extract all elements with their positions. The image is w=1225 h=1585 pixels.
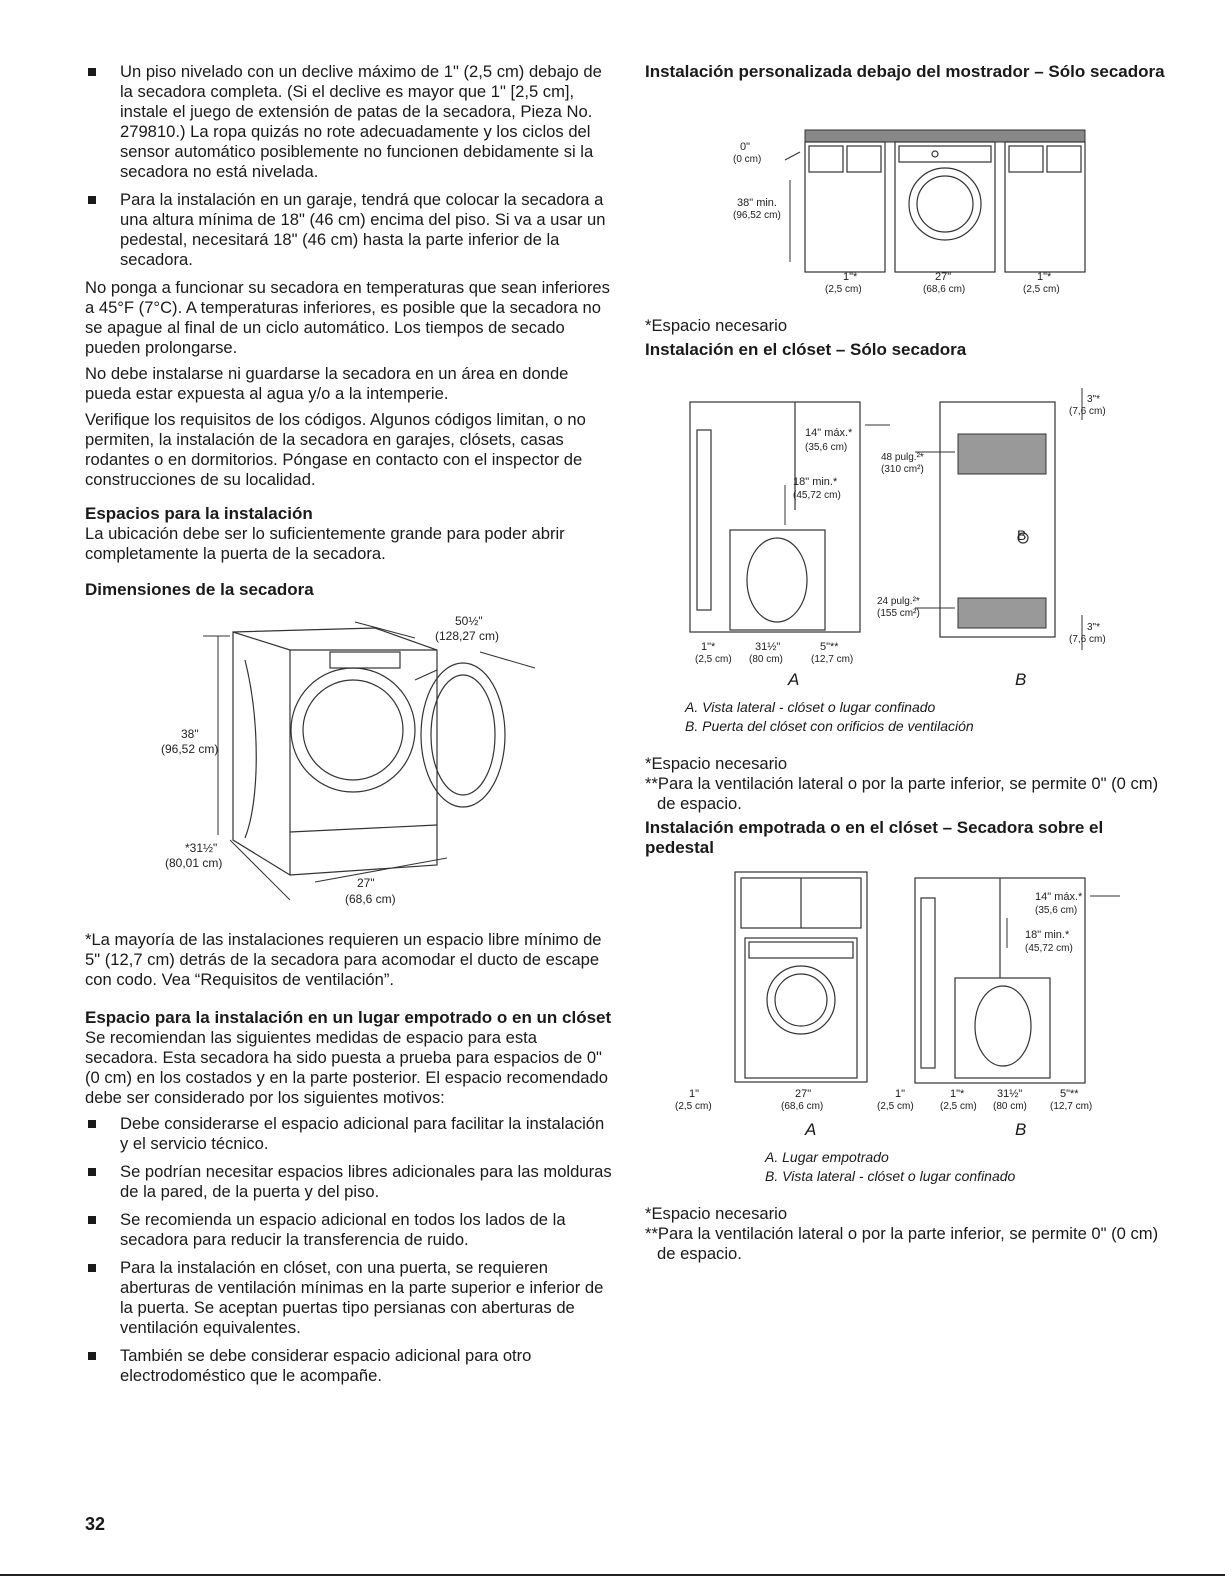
list-item: [85, 190, 613, 270]
letter-b: B: [1015, 670, 1027, 689]
gap-top-label: 3"*: [1087, 394, 1101, 405]
rear-gap-label: 5"**: [820, 641, 839, 653]
caption-closet-a: A. Vista lateral - clóset o lugar confinado: [685, 699, 936, 715]
rear-gap-cm-label: (12,7 cm): [1050, 1101, 1093, 1112]
right-gap-label: 1"*: [1037, 271, 1052, 283]
height-label: 38": [181, 727, 199, 741]
reason-bullet-list: [85, 1114, 613, 1386]
heading-empotrado: Espacio para la instalación en un lugar empotrado o en un clóset: [85, 1008, 612, 1027]
paragraph-empotrado: Se recomiendan las siguientes medidas de espacio para esta secadora. Esta secadora ha sido puesta a prueba para espacios de 0" (0 cm) en los costados y en la parte posterior. El espacio recomendado debe ser considerado por los siguientes motivos:: [85, 1028, 608, 1107]
heading-pedestal: Instalación empotrada o en el clóset – Secadora sobre el pedestal: [645, 818, 1104, 857]
list-item-text: Se recomienda un espacio adicional en todos los lados de la secadora para reducir la transferencia de ruido.: [120, 1210, 566, 1249]
list-item: [85, 1346, 613, 1386]
bullet-icon: [88, 1264, 96, 1272]
bottom-rule: [0, 1574, 1225, 1576]
page-number: 32: [85, 1514, 106, 1534]
vent-top-label: 48 pulg.²*: [881, 452, 924, 463]
right-gap-cm-label: (2,5 cm): [877, 1101, 914, 1112]
closet-letters: [645, 670, 1165, 692]
list-item-text: Un piso nivelado con un declive máximo de 1" (2,5 cm) debajo de la secadora completa. (Si el declive es mayor que 1" [2,5 cm], instale el juego de extensión de patas de la secadora, Pieza No. 279810.) La ropa quizás no rote adecuadamente y los ciclos del sensor automático posiblemente no funcionen debidamente si la secadora no está nivelada.: [120, 62, 602, 181]
depth-label: 31½": [997, 1088, 1023, 1100]
footnote-mayoria: *La mayoría de las instalaciones requieren un espacio libre mínimo de 5" (12,7 cm) detrás de la secadora para acomodar el ducto de escape con codo. Vea “Requisitos de ventilación”.: [85, 930, 602, 989]
note-espacio-2: *Espacio necesario: [645, 754, 788, 773]
list-item: [85, 1114, 613, 1154]
bullet-icon: [88, 1168, 96, 1176]
max-top-cm-label: (35,6 cm): [1035, 905, 1078, 916]
depth-cm-label: (128,27 cm): [435, 629, 500, 643]
max-top-cm-label: (35,6 cm): [805, 442, 848, 453]
note-vent-3: **Para la ventilación lateral o por la parte inferior, se permite 0" (0 cm) de espacio.: [645, 1224, 1159, 1263]
caption-pedestal-b: B. Vista lateral - clóset o lugar confinado: [765, 1168, 1016, 1184]
side-label: *31½": [185, 841, 218, 855]
caption-pedestal-a: A. Lugar empotrado: [765, 1149, 889, 1165]
depth-cm-label: (80 cm): [993, 1101, 1027, 1112]
height-cm-label: (96,52 cm): [733, 210, 781, 221]
pedestal-figure: [645, 858, 1165, 1094]
left-gap-cm-label: (2,5 cm): [675, 1101, 712, 1112]
bullet-icon: [88, 196, 96, 204]
heading-espacios: Espacios para la instalación: [85, 504, 313, 523]
door-label: B: [1017, 527, 1027, 543]
right-gap-cm-label: (2,5 cm): [1023, 284, 1060, 295]
bullet-icon: [88, 1216, 96, 1224]
gap-top-cm-label: (7,6 cm): [1069, 406, 1106, 417]
intro-bullet-list: [85, 62, 613, 270]
paragraph-weather: No debe instalarse ni guardarse la secadora en un área en donde pueda estar expuesta al agua y/o a la intemperie.: [85, 364, 569, 403]
depth-label: 31½": [755, 641, 781, 653]
rear-gap-label: 5"**: [1060, 1088, 1079, 1100]
closet-captions: [645, 698, 1165, 736]
list-item-text: Debe considerarse el espacio adicional para facilitar la instalación y el servicio técnico.: [120, 1114, 605, 1153]
heading-closet: Instalación en el clóset – Sólo secadora: [645, 340, 967, 359]
vent-top-cm-label: (310 cm²): [881, 464, 924, 475]
pedestal-dimension-labels: [645, 1088, 1165, 1120]
bullet-icon: [88, 68, 96, 76]
bullet-icon: [88, 1352, 96, 1360]
depth-cm-label: (80 cm): [749, 654, 783, 665]
width-label: 27": [357, 876, 375, 890]
list-item-text: Para la instalación en clóset, con una puerta, se requieren aberturas de ventilación mínimas en la parte superior e inferior de la puerta. Se aceptan puertas tipo persianas con aberturas de ventilación equivalentes.: [120, 1258, 604, 1337]
note-espacio-3: *Espacio necesario: [645, 1204, 788, 1223]
side-gap-cm-label: (2,5 cm): [940, 1101, 977, 1112]
left-column: [85, 62, 613, 1394]
min-front-cm-label: (45,72 cm): [1025, 943, 1073, 954]
caption-closet-b: B. Puerta del clóset con orificios de ventilación: [685, 718, 974, 734]
dryer-dimensions-figure: [85, 600, 613, 930]
width-cm-label: (68,6 cm): [781, 1101, 824, 1112]
side-cm-label: (80,01 cm): [165, 856, 223, 870]
note-espacio-1: *Espacio necesario: [645, 316, 788, 335]
max-top-label: 14" máx.*: [1035, 891, 1083, 903]
height-cm-label: (96,52 cm): [161, 742, 219, 756]
right-gap-label: 1": [895, 1088, 906, 1100]
paragraph-temperature: No ponga a funcionar su secadora en temperaturas que sean inferiores a 45°F (7°C). A temperaturas inferiores, es posible que la secadora no se apague al final de un ciclo automático. Los tiempos de secado pueden prolongarse.: [85, 278, 610, 357]
note-vent-2: **Para la ventilación lateral o por la parte inferior, se permite 0" (0 cm) de espacio.: [645, 774, 1159, 813]
list-item: [85, 1162, 613, 1202]
list-item: [85, 1210, 613, 1250]
top-label: 0": [740, 141, 751, 153]
side-gap-cm-label: (2,5 cm): [695, 654, 732, 665]
paragraph-codes: Verifique los requisitos de los códigos. Algunos códigos limitan, o no permiten, la instalación de la secadora en garajes, clósets, casas rodantes o en dormitorios. Póngase en contacto con el inspector de construcciones de su localidad.: [85, 410, 586, 489]
right-column: [645, 62, 1165, 1264]
width-label: 27": [795, 1088, 812, 1100]
max-top-label: 14" máx.*: [805, 427, 853, 439]
gap-bottom-cm-label: (7,6 cm): [1069, 634, 1106, 645]
gap-bottom-label: 3"*: [1087, 622, 1101, 633]
under-counter-figure: [645, 82, 1165, 295]
min-front-cm-label: (45,72 cm): [793, 490, 841, 501]
min-front-label: 18" min.*: [1025, 929, 1070, 941]
list-item-text: Se podrían necesitar espacios libres adicionales para las molduras de la pared, de la puerta y del piso.: [120, 1162, 612, 1201]
pedestal-letters: [645, 1120, 1165, 1142]
side-gap-label: 1"*: [950, 1088, 965, 1100]
heading-dimensiones: Dimensiones de la secadora: [85, 580, 314, 599]
width-cm-label: (68,6 cm): [345, 892, 396, 906]
rear-gap-cm-label: (12,7 cm): [811, 654, 854, 665]
list-item: [85, 1258, 613, 1338]
width-label: 27": [935, 271, 952, 283]
letter-b: B: [1015, 1120, 1027, 1139]
left-gap-cm-label: (2,5 cm): [825, 284, 862, 295]
letter-a: A: [805, 1120, 817, 1139]
vent-bottom-cm-label: (155 cm²): [877, 608, 920, 619]
vent-bottom-label: 24 pulg.²*: [877, 596, 920, 607]
left-gap-label: 1": [689, 1088, 700, 1100]
width-cm-label: (68,6 cm): [923, 284, 966, 295]
heading-mostrador: Instalación personalizada debajo del mostrador – Sólo secadora: [645, 62, 1165, 81]
closet-figure: [645, 360, 1165, 670]
paragraph-espacios: La ubicación debe ser lo suficientemente grande para poder abrir completamente la puerta de la secadora.: [85, 524, 565, 563]
side-gap-label: 1"*: [701, 641, 716, 653]
height-label: 38" min.: [737, 197, 777, 209]
list-item-text: También se debe considerar espacio adicional para otro electrodoméstico que le acompañe.: [120, 1346, 532, 1385]
list-item: [85, 62, 613, 182]
min-front-label: 18" min.*: [793, 476, 838, 488]
top-cm-label: (0 cm): [733, 154, 762, 165]
depth-label: 50½": [455, 614, 483, 628]
letter-a: A: [788, 670, 800, 689]
bullet-icon: [88, 1120, 96, 1128]
left-gap-label: 1"*: [843, 271, 858, 283]
pedestal-captions: [645, 1148, 1165, 1186]
list-item-text: Para la instalación en un garaje, tendrá que colocar la secadora a una altura mínima de 18" (46 cm) encima del piso. Si va a usar un pedestal, necesitará 18" (46 cm) hasta la parte inferior de la secadora.: [120, 190, 606, 269]
